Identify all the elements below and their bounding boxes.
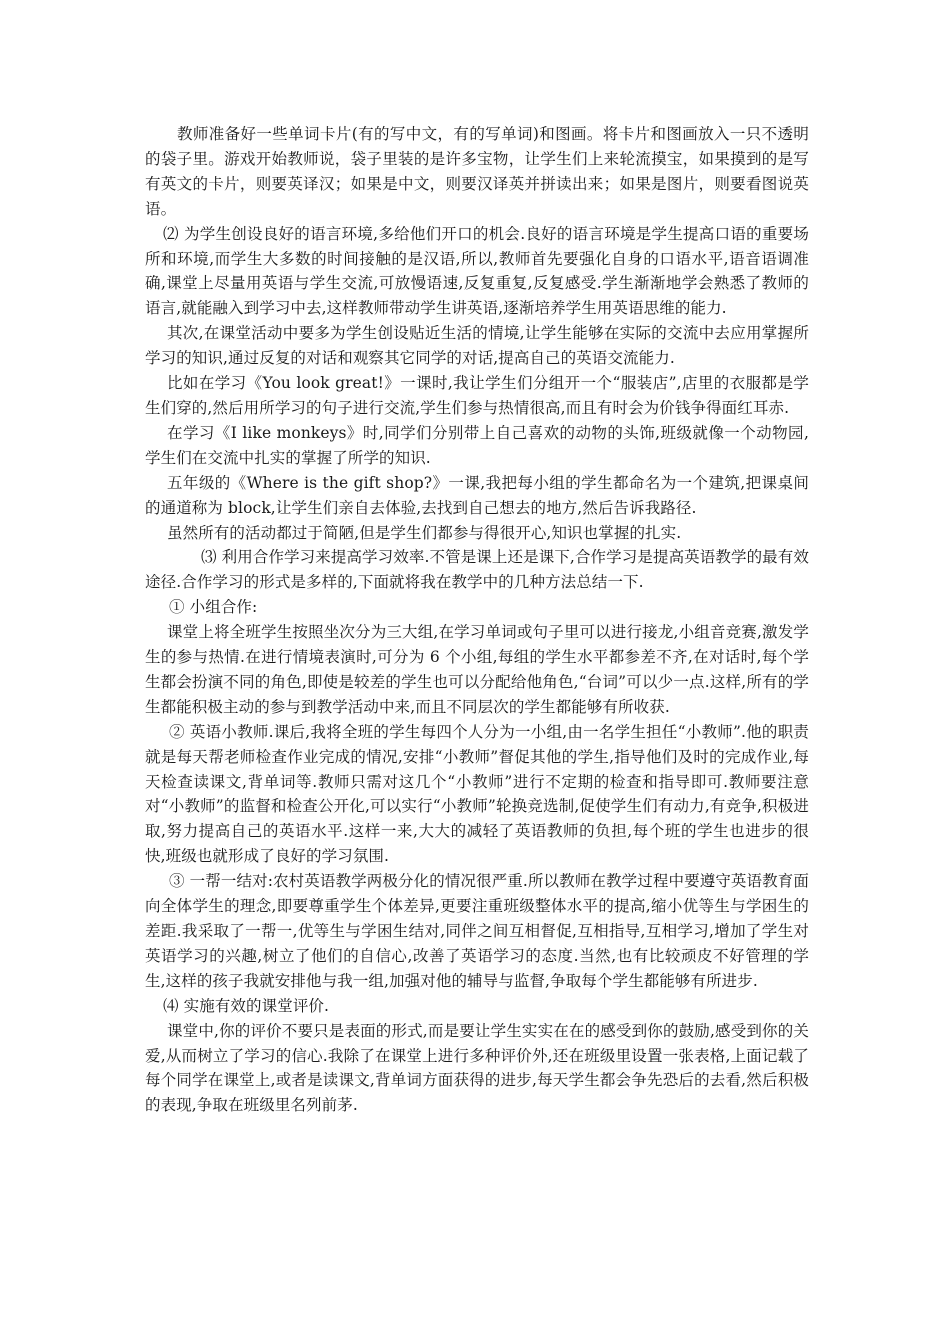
- paragraph-group-cooperation: 课堂上将全班学生按照坐次分为三大组,在学习单词或句子里可以进行接龙,小组音竞赛,激发学生的参与热情.在进行情境表演时,可分为 6 个小组,每组的学生水平都参差不齐,在对话时,每个学生都会扮演不同的角色,即使是较差的学生也可以分配给他角色,“台词”可以少一点.这样,所有的学生都能积极主动的参与到教学活动中来,而且不同层次的学生都能够有所收获.: [145, 623, 809, 716]
- paragraph-card-game: 教师准备好一些单词卡片(有的写中文，有的写单词)和图画。将卡片和图画放入一只不透明的袋子里。游戏开始教师说，袋子里装的是许多宝物，让学生们上来轮流摸宝，如果摸到的是写有英文的卡片，则要英译汉；如果是中文，则要汉译英并拼读出来；如果是图片，则要看图说英语。: [145, 125, 809, 218]
- paragraph-cooperative-learning: ⑶ 利用合作学习来提高学习效率.不管是课上还是课下,合作学习是提高英语教学的最有效途径.合作学习的形式是多样的,下面就将我在教学中的几种方法总结一下.: [145, 548, 809, 592]
- paragraph-monkeys: 在学习《I like monkeys》时,同学们分别带上自己喜欢的动物的头饰,班级就像一个动物园,学生们在交流中扎实的掌握了所学的知识.: [145, 423, 809, 467]
- paragraph-pairing: ③ 一帮一结对:农村英语教学两极分化的情况很严重.所以教师在教学过程中要遵守英语教育面向全体学生的理念,即要尊重学生个体差异,更要注重班级整体水平的提高,缩小优等生与学困生的差距.我采取了一帮一,优等生与学困生结对,同伴之间互相督促,互相指导,互相学习,增加了学生对英语学习的兴趣,树立了他们的自信心,改善了英语学习的态度.当然,也有比较顽皮不好管理的学生,这样的孩子我就安排他与我一组,加强对他的辅导与监督,争取每个学生都能够有所进步.: [145, 872, 809, 990]
- paragraph-clothing-store: 比如在学习《You look great!》一课时,我让学生们分组开一个“服装店”,店里的衣服都是学生们穿的,然后用所学习的句子进行交流,学生们参与热情很高,而且有时会为价钱争得面红耳赤.: [145, 374, 809, 417]
- paragraph-life-situations: 其次,在课堂活动中要多为学生创设贴近生活的情境,让学生能够在实际的交流中去应用掌握所学习的知识,通过反复的对话和观察其它同学的对话,提高自己的英语交流能力.: [145, 324, 809, 368]
- paragraph-gift-shop: 五年级的《Where is the gift shop?》一课,我把每小组的学生都命名为一个建筑,把课桌间的通道称为 block,让学生们亲自去体验,去找到自己想去的地方,然后告诉我路径.: [145, 473, 809, 517]
- paragraph-little-teacher: ② 英语小教师.课后,我将全班的学生每四个人分为一小组,由一名学生担任“小教师”.他的职责就是每天帮老师检查作业完成的情况,安排“小教师”督促其他的学生,指导他们及时的完成作业,每天检查读课文,背单词等.教师只需对这几个“小教师”进行不定期的检查和指导即可.教师要注意对“小教师”的监督和检查公开化,可以实行“小教师”轮换竞选制,促使学生们有动力,有竞争,积极进取,努力提高自己的英语水平.这样一来,大大的减轻了英语教师的负担,每个班的学生也进步的很快,班级也就形成了良好的学习氛围.: [145, 722, 809, 866]
- paragraph-activities-summary: 虽然所有的活动都过于简陋,但是学生们都参与得很开心,知识也掌握的扎实.: [167, 523, 682, 542]
- heading-classroom-evaluation: ⑷ 实施有效的课堂评价.: [163, 996, 330, 1015]
- document-body: [145, 122, 809, 1118]
- heading-group-cooperation: ① 小组合作:: [169, 598, 258, 617]
- paragraph-classroom-evaluation: 课堂中,你的评价不要只是表面的形式,而是要让学生实实在在的感受到你的鼓励,感受到你的关爱,从而树立了学习的信心.我除了在课堂上进行多种评价外,还在班级里设置一张表格,上面记载了每个同学在课堂上,或者是读课文,背单词方面获得的进步,每天学生都会争先恐后的去看,然后积极的表现,争取在班级里名列前茅.: [145, 1021, 809, 1115]
- paragraph-language-environment: ⑵ 为学生创设良好的语言环境,多给他们开口的机会.良好的语言环境是学生提高口语的重要场所和环境,而学生大多数的时间接触的是汉语,所以,教师首先要强化自身的口语水平,语音语调准确,课堂上尽量用英语与学生交流,可放慢语速,反复重复,反复感受.学生渐渐地学会熟悉了教师的语言,就能融入到学习中去,这样教师带动学生讲英语,逐渐培养学生用英语思维的能力.: [145, 224, 809, 318]
